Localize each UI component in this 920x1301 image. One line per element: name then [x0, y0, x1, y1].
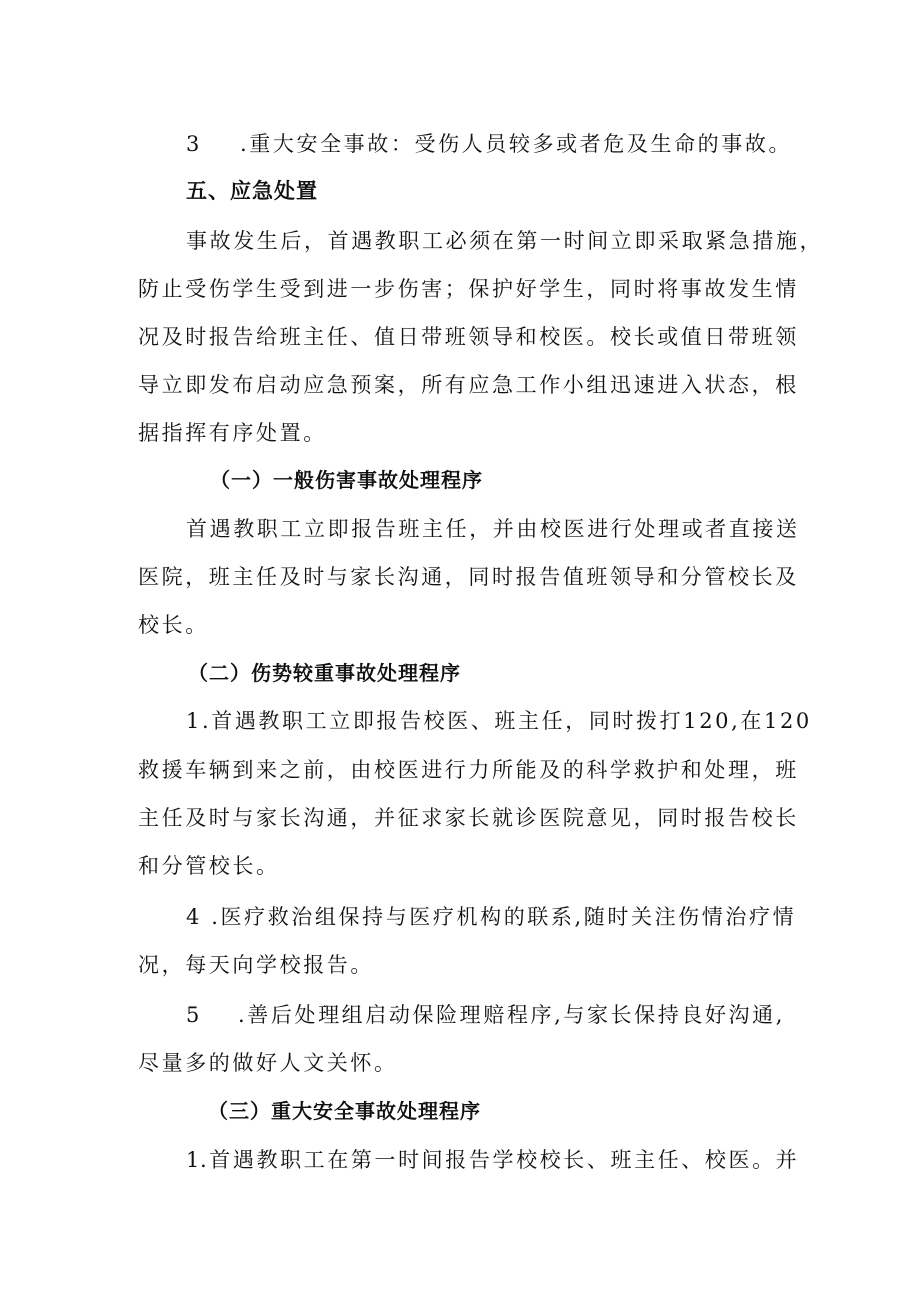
subsection-3-heading: （三）重大安全事故处理程序: [208, 1099, 481, 1123]
subsection-2-item-1-line-4: 和分管校长。: [138, 854, 280, 878]
section-5-para-line-5: 据指挥有序处置。: [138, 421, 327, 445]
subsection-2-item-1-line-1: 1.首遇教职工立即报告校医、班主任，同时拨打120,在120: [186, 709, 812, 733]
subsection-2-item-1-line-3: 主任及时与家长沟通，并征求家长就诊医院意见，同时报告校长: [138, 806, 799, 830]
subsection-1-heading: （一）一般伤害事故处理程序: [210, 468, 483, 492]
subsection-2-item-5-line-2: 尽量多的做好人文关怀。: [138, 1051, 398, 1075]
item-5-text: .善后处理组启动保险理赔程序,与家长保持良好沟通,: [238, 1003, 786, 1027]
section-5-para-line-2: 防止受伤学生受到进一步伤害；保护好学生，同时将事故发生情: [138, 277, 799, 301]
subsection-1-para-line-2: 医院，班主任及时与家长沟通，同时报告值班领导和分管校长及: [138, 565, 799, 589]
item-3-text: .重大安全事故：受伤人员较多或者危及生命的事故。: [240, 132, 793, 156]
subsection-1-para-line-1: 首遇教职工立即报告班主任，并由校医进行处理或者直接送: [186, 517, 800, 541]
subsection-3-item-1-text: .首遇教职工在第一时间报告学校校长、班主任、校医。并: [200, 1148, 800, 1172]
subsection-2-item-1-line-2: 救援车辆到来之前，由校医进行力所能及的科学救护和处理，班: [138, 758, 799, 782]
subsection-2-heading: （二）伤势较重事故处理程序: [188, 661, 461, 685]
subsection-2-item-4-line-1: 4 .医疗救治组保持与医疗机构的联系,随时关注伤情治疗情: [186, 905, 797, 929]
section-5-para-line-1: 事故发生后，首遇教职工必须在第一时间立即采取紧急措施，: [186, 229, 824, 253]
item-5-number: 5: [186, 1003, 200, 1027]
section-5-heading: 五、应急处置: [186, 179, 318, 203]
subsection-2-item-4-line-2: 况，每天向学校报告。: [138, 953, 374, 977]
item-3-number: 3: [186, 132, 200, 156]
subsection-1-para-line-3: 校长。: [138, 613, 209, 637]
subsection-2-item-5-line-1: [186, 1000, 785, 1030]
section-5-para-line-3: 况及时报告给班主任、值日带班领导和校医。校长或值日带班领: [138, 325, 799, 349]
item-3-line: [186, 129, 792, 159]
subsection-3-item-1-line-1: [186, 1145, 799, 1175]
subsection-3-item-1-number: 1: [186, 1148, 200, 1172]
section-5-para-line-4: 导立即发布启动应急预案，所有应急工作小组迅速进入状态，根: [138, 373, 799, 397]
